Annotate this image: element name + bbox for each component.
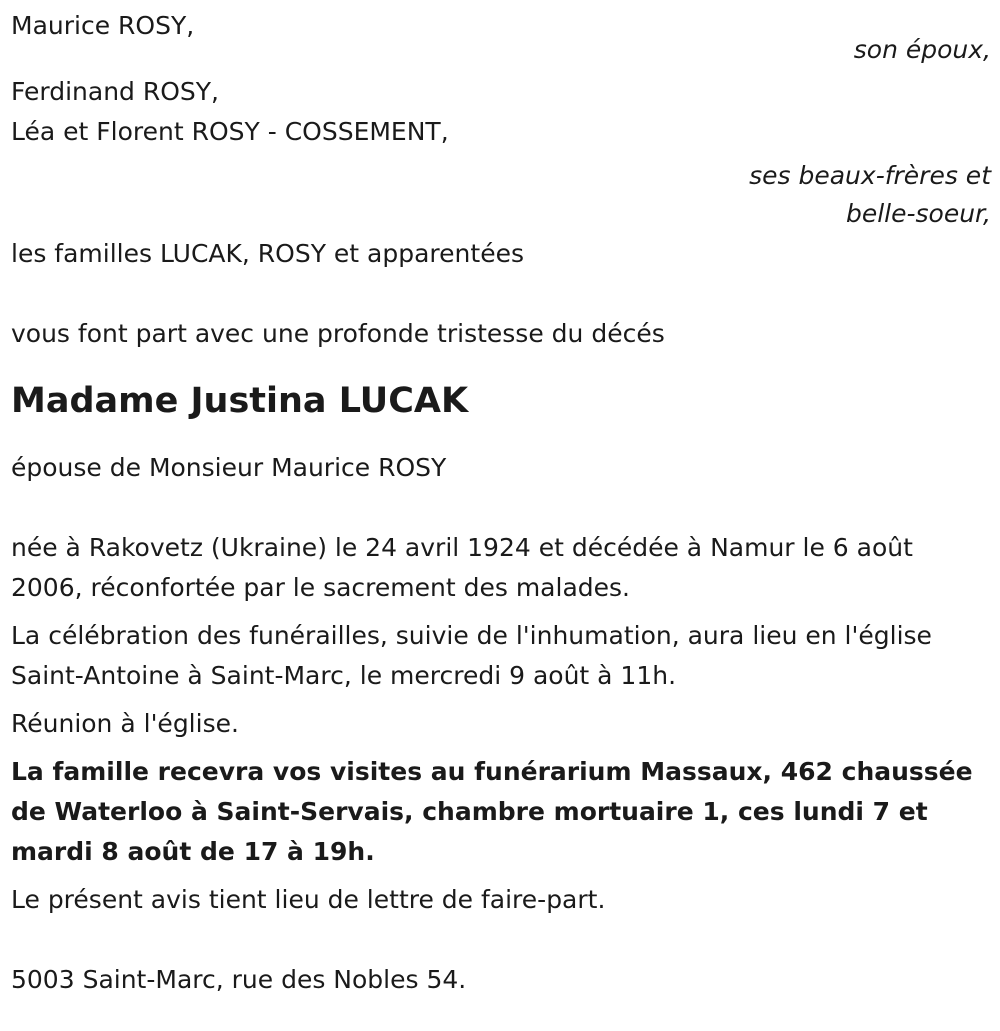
ceremony-paragraph: La célébration des funérailles, suivie de l'inhumation, aura lieu en l'église Saint-Antoine à Saint-Marc, le mercredi 9 août à 11h.	[11, 621, 932, 690]
address-line: 5003 Saint-Marc, rue des Nobles 54.	[11, 965, 467, 994]
spouse-of-line: épouse de Monsieur Maurice ROSY	[11, 453, 447, 482]
obituary-notice	[11, 6, 991, 1000]
birth-death-paragraph: née à Rakovetz (Ukraine) le 24 avril 1924 et décédée à Namur le 6 août 2006, réconfortée par le sacrement des malades.	[11, 533, 913, 602]
husband-name: Maurice ROSY,	[11, 11, 195, 40]
relative-lea-florent: Léa et Florent ROSY - COSSEMENT,	[11, 117, 449, 146]
husband-role: son époux,	[853, 35, 991, 64]
notice-line: Le présent avis tient lieu de lettre de faire-part.	[11, 885, 606, 914]
relatives-role-line2: belle-soeur,	[845, 199, 991, 228]
deceased-name: Madame Justina LUCAK	[11, 381, 469, 421]
intro-line: vous font part avec une profonde tristesse du décés	[11, 319, 665, 348]
relatives-role-line1: ses beaux-frères et	[749, 161, 991, 190]
meeting-line: Réunion à l'église.	[11, 709, 239, 738]
relative-ferdinand: Ferdinand ROSY,	[11, 77, 220, 106]
families-line: les familles LUCAK, ROSY et apparentées	[11, 239, 524, 268]
visits-paragraph: La famille recevra vos visites au funérarium Massaux, 462 chaussée de Waterloo à Saint-Servais, chambre mortuaire 1, ces lundi 7 et mardi 8 août de 17 à 19h.	[11, 757, 973, 866]
